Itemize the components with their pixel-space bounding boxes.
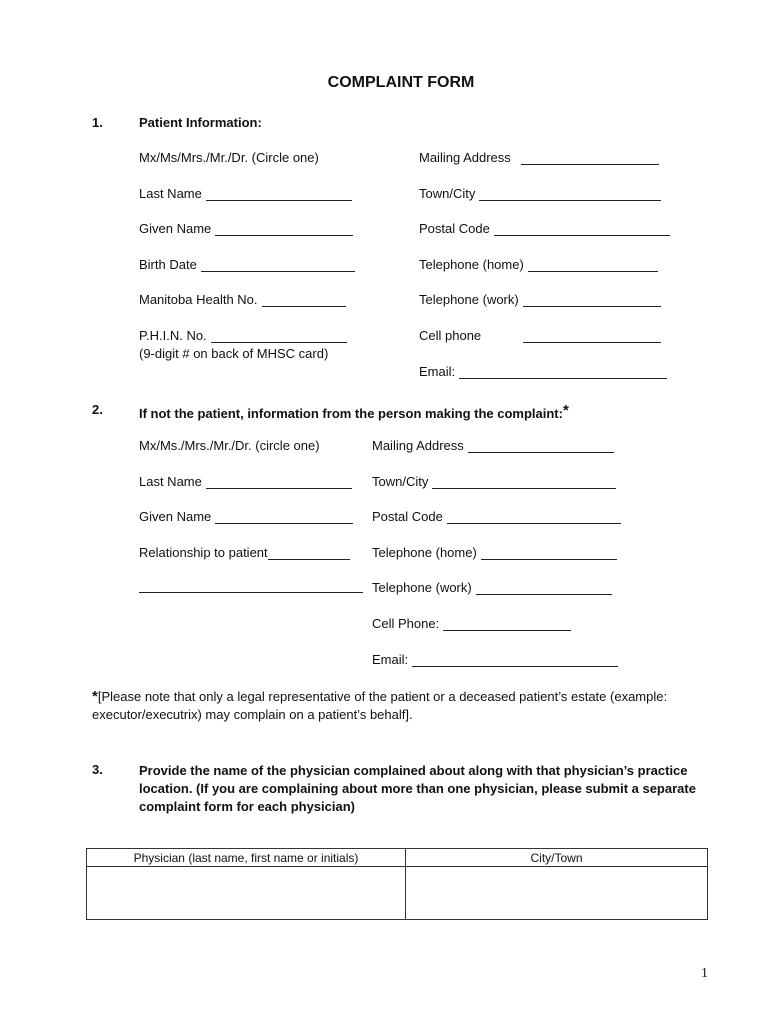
patient-birth-date-field[interactable] bbox=[139, 257, 355, 272]
patient-email-label: Email: bbox=[419, 364, 456, 379]
complainant-mailing-address-line[interactable] bbox=[468, 440, 614, 453]
complainant-telephone-home-line[interactable] bbox=[481, 547, 617, 560]
section2-asterisk: * bbox=[562, 402, 569, 419]
patient-mailing-address-label: Mailing Address bbox=[419, 150, 511, 165]
physician-table bbox=[86, 848, 708, 920]
representative-note bbox=[92, 688, 732, 724]
complainant-cell-phone-line[interactable] bbox=[443, 618, 571, 631]
complainant-mailing-address-field[interactable] bbox=[372, 438, 614, 453]
complainant-cell-phone-field[interactable] bbox=[372, 616, 571, 631]
page-title: COMPLAINT FORM bbox=[327, 74, 475, 91]
patient-phin-field[interactable] bbox=[139, 328, 347, 343]
patient-cell-phone-label: Cell phone bbox=[419, 328, 482, 343]
section2-heading-wrap bbox=[139, 402, 569, 421]
patient-given-name-line[interactable] bbox=[215, 223, 353, 236]
patient-given-name-field[interactable] bbox=[139, 221, 353, 236]
patient-telephone-work-label: Telephone (work) bbox=[419, 292, 519, 307]
complainant-postal-code-field[interactable] bbox=[372, 509, 621, 524]
complainant-town-label: Town/City bbox=[372, 474, 429, 489]
patient-phin-line[interactable] bbox=[211, 330, 347, 343]
complainant-last-name-line[interactable] bbox=[206, 476, 352, 489]
complainant-email-field[interactable] bbox=[372, 652, 618, 667]
patient-postal-code-label: Postal Code bbox=[419, 221, 490, 236]
patient-title-field[interactable] bbox=[139, 150, 319, 165]
section1-number: 1. bbox=[92, 115, 103, 130]
complainant-postal-code-line[interactable] bbox=[447, 511, 621, 524]
complainant-given-name-label: Given Name bbox=[139, 509, 212, 524]
physician-name-cell[interactable] bbox=[87, 867, 406, 920]
complainant-town-line[interactable] bbox=[432, 476, 616, 489]
patient-telephone-home-label: Telephone (home) bbox=[419, 257, 524, 272]
complainant-relationship-field[interactable] bbox=[139, 545, 350, 560]
complainant-extra-field[interactable] bbox=[139, 580, 363, 593]
complainant-telephone-work-field[interactable] bbox=[372, 580, 612, 595]
representative-note-asterisk: * bbox=[92, 688, 98, 705]
patient-cell-phone-field[interactable] bbox=[419, 328, 661, 343]
patient-last-name-label: Last Name bbox=[139, 186, 202, 201]
patient-email-field[interactable] bbox=[419, 364, 667, 379]
complainant-town-field[interactable] bbox=[372, 474, 616, 489]
complainant-telephone-work-line[interactable] bbox=[476, 582, 612, 595]
patient-given-name-label: Given Name bbox=[139, 221, 212, 236]
section1-heading: Patient Information: bbox=[139, 115, 262, 130]
patient-cell-phone-line[interactable] bbox=[523, 330, 661, 343]
patient-telephone-home-line[interactable] bbox=[528, 259, 658, 272]
patient-birth-date-line[interactable] bbox=[201, 259, 355, 272]
complainant-telephone-home-field[interactable] bbox=[372, 545, 617, 560]
patient-title-label: Mx/Ms/Mrs./Mr./Dr. (Circle one) bbox=[139, 150, 319, 165]
complainant-telephone-work-label: Telephone (work) bbox=[372, 580, 472, 595]
complainant-title-field[interactable] bbox=[139, 438, 320, 453]
patient-telephone-work-line[interactable] bbox=[523, 294, 661, 307]
physician-table-header-row bbox=[87, 849, 708, 867]
section3-heading: Provide the name of the physician complained about along with that physician’s practice location. (If you are complaining about more than one physician, please submit a separate complaint form for each physician) bbox=[139, 763, 696, 814]
patient-town-label: Town/City bbox=[419, 186, 476, 201]
patient-health-no-field[interactable] bbox=[139, 292, 346, 307]
complainant-last-name-field[interactable] bbox=[139, 474, 352, 489]
page-number: 1 bbox=[701, 966, 708, 981]
patient-birth-date-label: Birth Date bbox=[139, 257, 197, 272]
complainant-title-label: Mx/Ms./Mrs./Mr./Dr. (circle one) bbox=[139, 438, 320, 453]
patient-health-no-label: Manitoba Health No. bbox=[139, 292, 258, 307]
city-town-cell[interactable] bbox=[406, 867, 708, 920]
patient-email-line[interactable] bbox=[459, 366, 667, 379]
complainant-given-name-field[interactable] bbox=[139, 509, 353, 524]
patient-postal-code-line[interactable] bbox=[494, 223, 670, 236]
patient-town-line[interactable] bbox=[479, 188, 661, 201]
patient-last-name-line[interactable] bbox=[206, 188, 352, 201]
complainant-relationship-label: Relationship to patient bbox=[139, 545, 268, 560]
complainant-postal-code-label: Postal Code bbox=[372, 509, 443, 524]
patient-postal-code-field[interactable] bbox=[419, 221, 670, 236]
patient-health-no-line[interactable] bbox=[262, 294, 346, 307]
patient-telephone-work-field[interactable] bbox=[419, 292, 661, 307]
city-town-header: City/Town bbox=[406, 849, 708, 867]
complainant-email-line[interactable] bbox=[412, 654, 618, 667]
complainant-cell-phone-label: Cell Phone: bbox=[372, 616, 440, 631]
complainant-relationship-line[interactable] bbox=[268, 547, 350, 560]
complainant-given-name-line[interactable] bbox=[215, 511, 353, 524]
physician-table-row bbox=[87, 867, 708, 920]
section2-number: 2. bbox=[92, 402, 103, 417]
complainant-extra-line[interactable] bbox=[139, 580, 363, 593]
complainant-telephone-home-label: Telephone (home) bbox=[372, 545, 477, 560]
patient-town-field[interactable] bbox=[419, 186, 661, 201]
complainant-email-label: Email: bbox=[372, 652, 409, 667]
section2-heading: If not the patient, information from the person making the complaint: bbox=[139, 406, 563, 421]
representative-note-text: [Please note that only a legal representative of the patient or a deceased patient’s estate (example: executor/executrix) may complain on a patient’s behalf]. bbox=[92, 689, 668, 722]
complainant-last-name-label: Last Name bbox=[139, 474, 202, 489]
patient-telephone-home-field[interactable] bbox=[419, 257, 658, 272]
patient-phin-note: (9-digit # on back of MHSC card) bbox=[139, 346, 329, 361]
patient-mailing-address-line[interactable] bbox=[521, 152, 659, 165]
patient-mailing-address-field[interactable] bbox=[419, 150, 659, 165]
patient-last-name-field[interactable] bbox=[139, 186, 352, 201]
patient-phin-label: P.H.I.N. No. bbox=[139, 328, 207, 343]
physician-name-header: Physician (last name, first name or initials) bbox=[87, 849, 406, 867]
section3-number: 3. bbox=[92, 762, 103, 777]
complainant-mailing-address-label: Mailing Address bbox=[372, 438, 464, 453]
